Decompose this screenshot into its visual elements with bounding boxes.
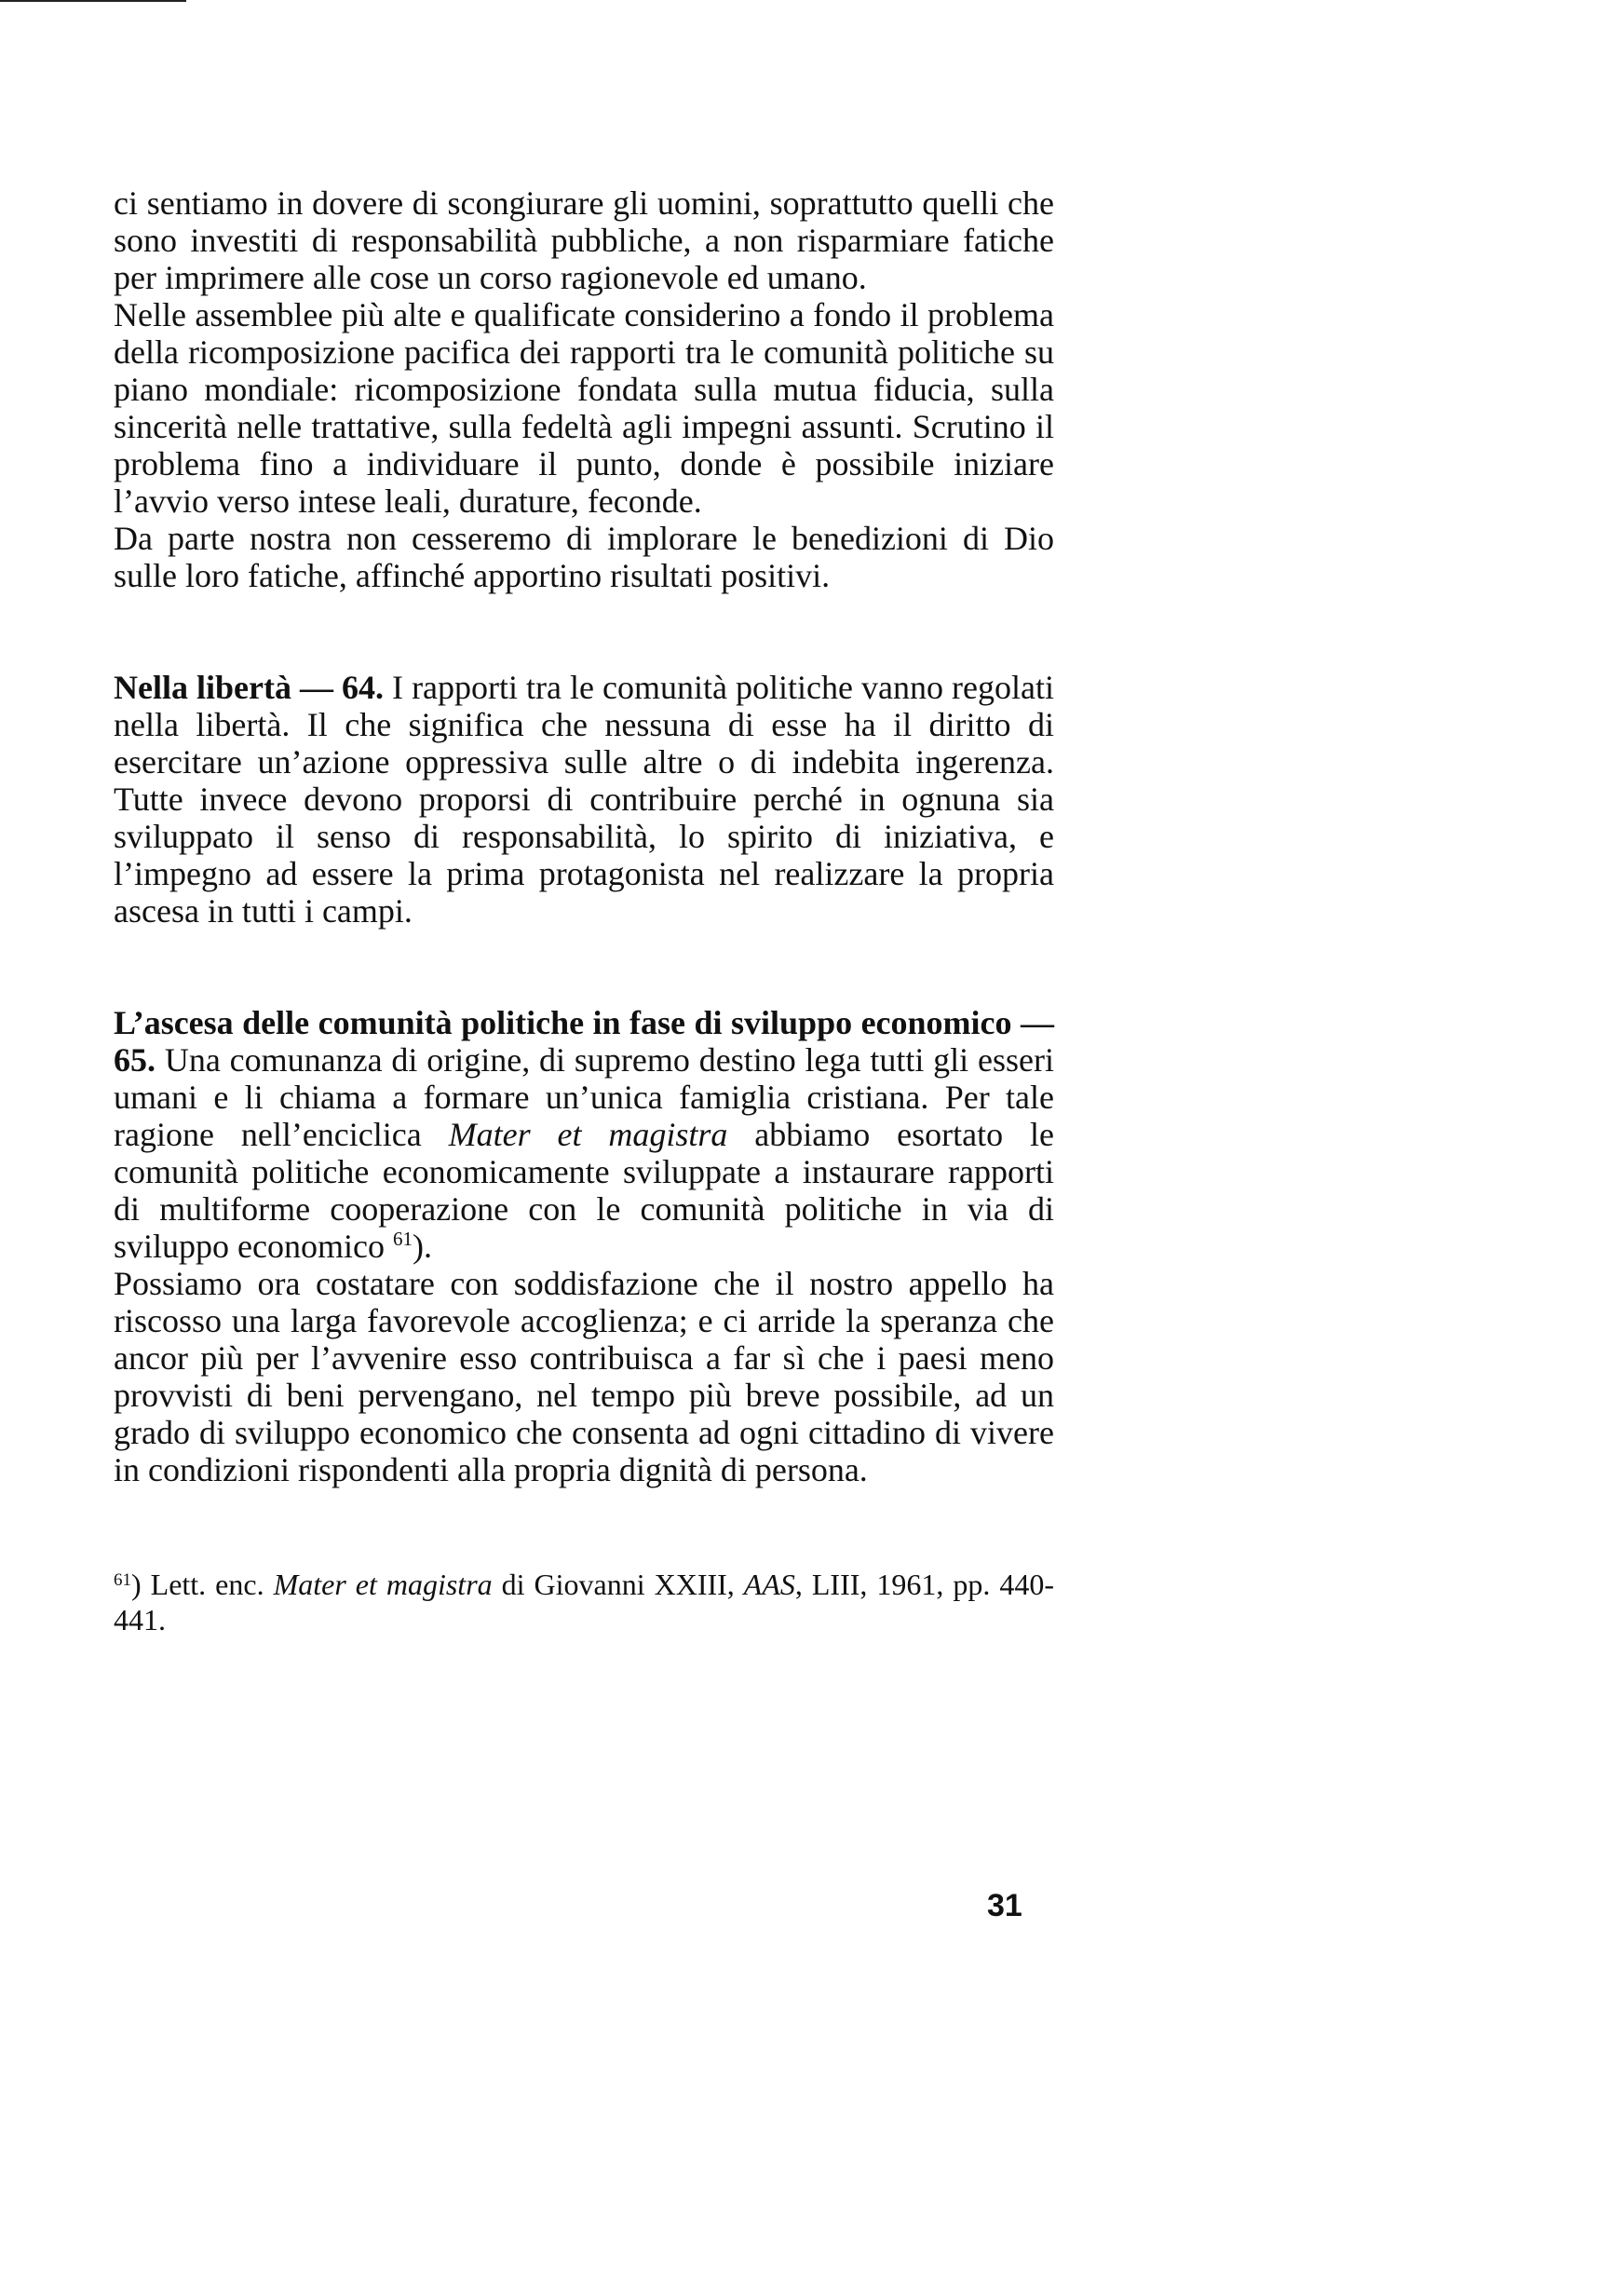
section-64-text: I rapporti tra le comunità politiche vanno regolati nella libertà. Il che significa che nessuna di esse ha il diritto di esercitare un’azione oppressiva sulle altre o di indebita ingerenza. Tutte invece devono proporsi di contribuire perché in ognuna sia sviluppato il senso di responsabilità, lo spirito di iniziativa, e l’impegno ad essere la prima protagonista nel realizzare la propria ascesa in tutti i campi.	[114, 669, 1054, 930]
section-65	[114, 1004, 1054, 1488]
footnote-suffix: , LIII, 1961, pp. 440-441.	[114, 1568, 1055, 1636]
footnote-mid: di Giovanni XXIII,	[492, 1568, 744, 1601]
page-number: 31	[987, 1888, 1022, 1923]
footnote-mark: 61	[114, 1570, 131, 1590]
footnotes	[114, 1563, 1054, 1637]
section-65-heading: L’ascesa delle comunità politiche in fase di sviluppo economico — 65.	[114, 1004, 1054, 1079]
section-65-paragraph-2: Possiamo ora costatare con soddisfazione che il nostro appello ha riscosso una larga favorevole accoglienza; e ci arride la speranza che ancor più per l’avvenire esso contribuisca a far sì che i paesi meno provvisti di beni pervengano, nel tempo più breve possibile, ad un grado di sviluppo economico che consenta ad ogni cittadino di vivere in condizioni rispondenti alla propria dignità di persona.	[114, 1265, 1054, 1488]
section-65-paragraph-1	[114, 1004, 1054, 1265]
section-65-text-b: abbiamo esortato le comunità politiche economicamente sviluppate a instaurare rapporti di multiforme cooperazione con le comunità politiche in via di sviluppo economico	[114, 1116, 1054, 1265]
section-64-paragraph	[114, 669, 1054, 930]
section-64-heading: Nella libertà — 64.	[114, 669, 385, 706]
section-65-italic-title: Mater et magistra	[448, 1116, 728, 1153]
intro-paragraph-1: ci sentiamo in dovere di scongiurare gli uomini, soprattutto quelli che sono investiti di responsabilità pubbliche, a non risparmiare fatiche per imprimere alle cose un corso ragionevole ed umano.	[114, 184, 1054, 296]
footnote-journal: AAS	[743, 1568, 795, 1601]
section-65-text-a: Una comunanza di origine, di supremo destino lega tutti gli esseri umani e li chiama a formare un’unica famiglia cristiana. Per tale ragione nell’enciclica	[114, 1041, 1054, 1153]
footnote-reference: 61	[392, 1228, 413, 1250]
footnote-prefix: Lett. enc.	[141, 1568, 274, 1601]
text-column	[114, 184, 1054, 1637]
footnote-close: )	[131, 1568, 142, 1601]
intro-paragraph-2: Nelle assemblee più alte e qualificate considerino a fondo il problema della ricomposizione pacifica dei rapporti tra le comunità politiche su piano mondiale: ricomposizione fondata sulla mutua fiducia, sulla sincerità nelle trattative, sulla fedeltà agli impegni assunti. Scrutino il problema fino a individuare il punto, donde è possibile iniziare l’avvio verso intese leali, durature, feconde.	[114, 296, 1054, 520]
footnote-61	[114, 1563, 1054, 1637]
footnote-title: Mater et magistra	[273, 1568, 493, 1601]
section-64	[114, 669, 1054, 930]
intro-paragraph-3: Da parte nostra non cesseremo di implorare le benedizioni di Dio sulle loro fatiche, affinché apportino risultati positivi.	[114, 520, 1054, 594]
top-scan-line	[0, 0, 186, 2]
section-65-text-end: ).	[412, 1228, 432, 1265]
